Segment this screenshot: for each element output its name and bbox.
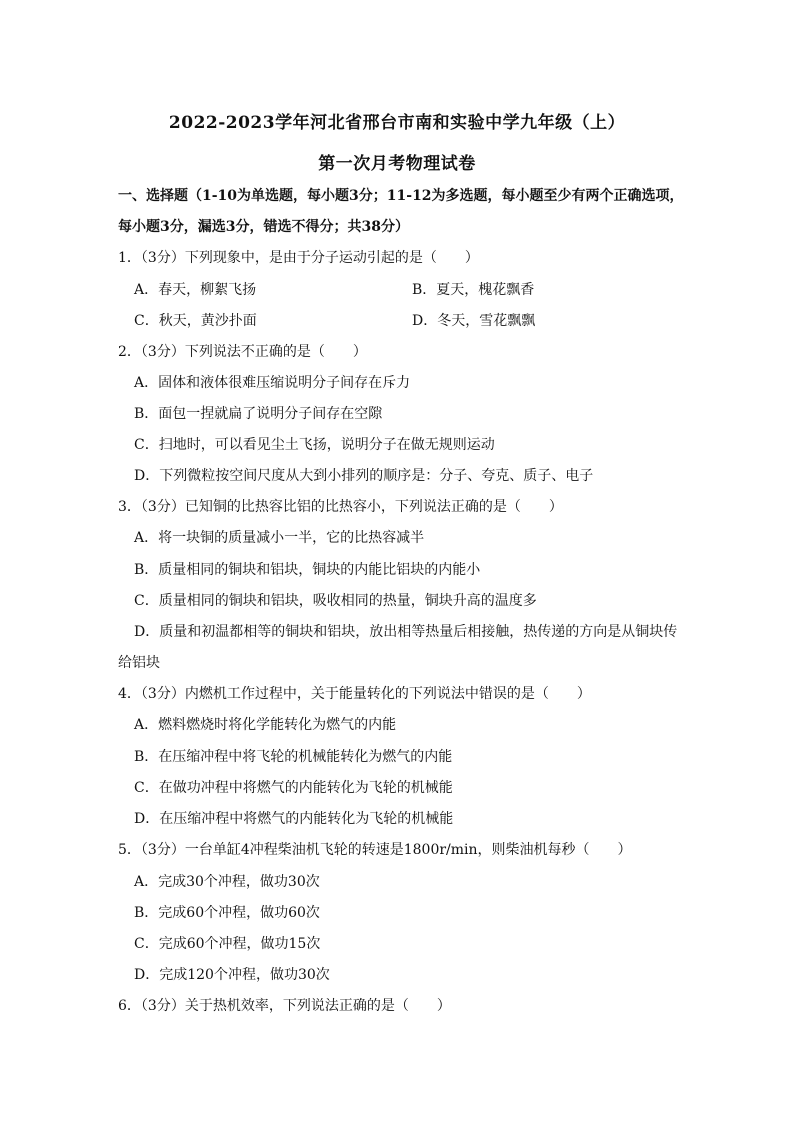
- question-2-stem: 2．（3分）下列说法不正确的是（ ）: [118, 344, 367, 360]
- question-4-option-c: C．在做功冲程中将燃气的内能转化为飞轮的机械能: [134, 780, 453, 796]
- question-4-option-a: A．燃料燃烧时将化学能转化为燃气的内能: [134, 717, 397, 733]
- question-5-stem: 5．（3分）一台单缸4冲程柴油机飞轮的转速是1800r/min，则柴油机每秒（ ）: [118, 842, 632, 858]
- question-4-option-d: D．在压缩冲程中将燃气的内能转化为飞轮的机械能: [134, 811, 454, 827]
- question-2-option-b: B．面包一捏就扁了说明分子间存在空隙: [134, 406, 383, 422]
- question-2-option-d: D．下列微粒按空间尺度从大到小排列的顺序是：分子、夸克、质子、电子: [134, 468, 594, 484]
- section-header: [118, 181, 698, 243]
- question-4-option-b: B．在压缩冲程中将飞轮的机械能转化为燃气的内能: [134, 749, 453, 765]
- question-2-option-c: C．扫地时，可以看见尘土飞扬，说明分子在做无规则运动: [134, 437, 495, 453]
- question-3-option-d: D．质量和初温都相等的铜块和铝块，放出相等热量后相接触，热传递的方向是从铜块传: [134, 624, 678, 640]
- question-6-stem: 6．（3分）关于热机效率，下列说法正确的是（ ）: [118, 998, 451, 1014]
- question-3-option-c: C．质量相同的铜块和铝块，吸收相同的热量，铜块升高的温度多: [134, 593, 537, 609]
- question-1-option-b: B．夏天，槐花飘香: [412, 282, 535, 298]
- question-3-option-d-continuation: 给铝块: [118, 655, 160, 671]
- question-1-stem: 1．（3分）下列现象中，是由于分子运动引起的是（ ）: [118, 250, 479, 266]
- question-1-option-a: A．春天，柳絮飞扬: [134, 282, 257, 298]
- exam-title-line-1: 2022-2023学年河北省邢台市南和实验中学九年级（上）: [168, 113, 626, 133]
- question-3-stem: 3．（3分）已知铜的比热容比铝的比热容小，下列说法正确的是（ ）: [118, 499, 563, 515]
- exam-title-line-2: 第一次月考物理试卷: [318, 154, 476, 174]
- question-4-stem: 4．（3分）内燃机工作过程中，关于能量转化的下列说法中错误的是（ ）: [118, 686, 591, 702]
- section-header-line-1: 一、选择题（1-10为单选题，每小题3分；11-12为多选题，每小题至少有两个正确选项，: [118, 188, 684, 204]
- question-5-option-d: D．完成120个冲程，做功30次: [134, 967, 330, 983]
- question-5-option-c: C．完成60个冲程，做功15次: [134, 936, 321, 952]
- question-3-option-a: A．将一块铜的质量减小一半，它的比热容减半: [134, 530, 425, 546]
- section-header-line-2: 每小题3分，漏选3分，错选不得分；共38分）: [118, 219, 409, 235]
- question-3-option-b: B．质量相同的铜块和铝块，铜块的内能比铝块的内能小: [134, 562, 481, 578]
- question-5-option-b: B．完成60个冲程，做功60次: [134, 905, 320, 921]
- question-5-option-a: A．完成30个冲程，做功30次: [134, 874, 320, 890]
- question-1-option-c: C．秋天，黄沙扑面: [134, 313, 257, 329]
- question-1-option-d: D．冬天，雪花飘飘: [412, 313, 536, 329]
- question-2-option-a: A．固体和液体很难压缩说明分子间存在斥力: [134, 375, 411, 391]
